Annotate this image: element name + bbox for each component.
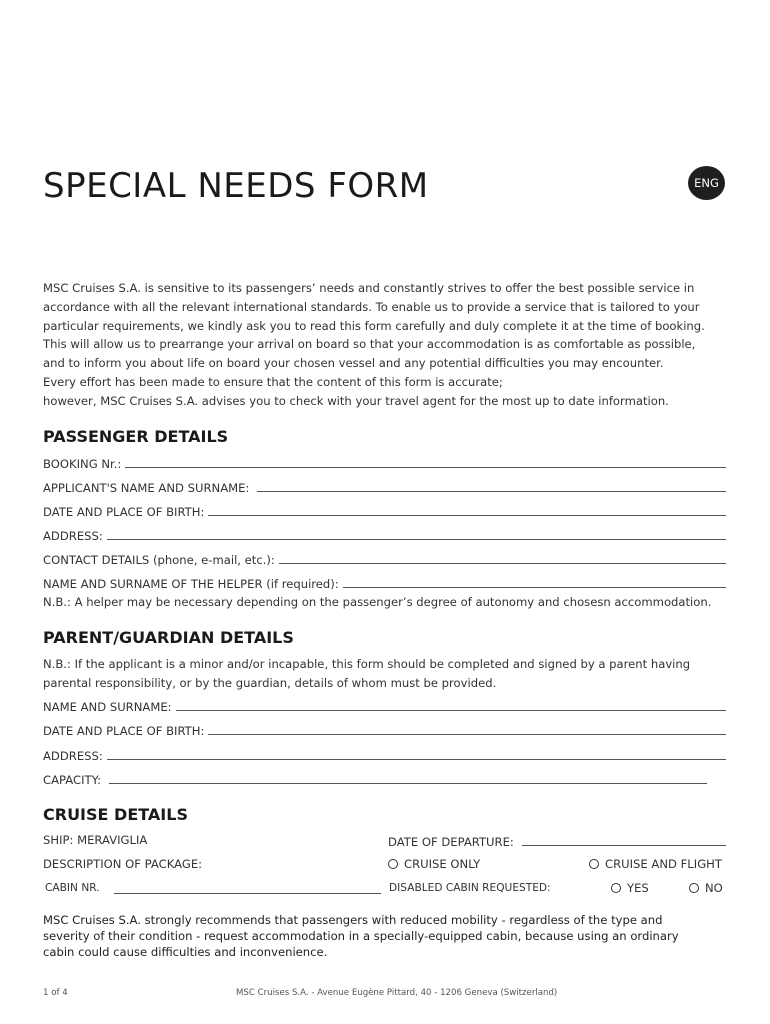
guardian-note: [43, 655, 727, 693]
applicant-name-line[interactable]: [257, 491, 726, 492]
footer-address: MSC Cruises S.A. - Avenue Eugène Pittard, 40 - 1206 Geneva (Switzerland): [236, 988, 558, 998]
cruise-details-heading: CRUISE DETAILS: [43, 805, 188, 824]
ship-field: [43, 833, 147, 847]
guardian-note-line: parental responsibility, or by the guardian, details of whom must be provided.: [43, 676, 497, 690]
intro-line: MSC Cruises S.A. is sensitive to its passengers’ needs and constantly strives to offer the best possible service in: [43, 281, 695, 295]
applicant-name-label: APPLICANT'S NAME AND SURNAME:: [43, 481, 250, 495]
recommendation-line: MSC Cruises S.A. strongly recommends that passengers with reduced mobility - regardless of the type and: [43, 913, 663, 927]
contact-details-label: CONTACT DETAILS (phone, e-mail, etc.):: [43, 553, 275, 567]
disabled-cabin-yes-option[interactable]: [611, 881, 649, 895]
helper-note: N.B.: A helper may be necessary depending on the passenger’s degree of autonomy and chosesn accommodation.: [43, 595, 712, 609]
language-badge[interactable]: ENG: [688, 166, 725, 200]
guardian-capacity-label: CAPACITY:: [43, 773, 102, 787]
guardian-birth-field[interactable]: [43, 722, 726, 738]
guardian-address-field[interactable]: [43, 747, 726, 763]
helper-name-label: NAME AND SURNAME OF THE HELPER (if required):: [43, 577, 339, 591]
intro-line: Every effort has been made to ensure that the content of this form is accurate;: [43, 374, 503, 389]
guardian-address-line[interactable]: [107, 759, 726, 760]
cruise-flight-radio[interactable]: [589, 859, 599, 869]
guardian-name-label: NAME AND SURNAME:: [43, 700, 172, 714]
intro-line: however, MSC Cruises S.A. advises you to check with your travel agent for the most up to date information.: [43, 393, 669, 408]
address-line[interactable]: [107, 539, 726, 540]
guardian-name-field[interactable]: [43, 698, 726, 714]
helper-name-field[interactable]: [43, 575, 726, 591]
departure-date-label: DATE OF DEPARTURE:: [388, 835, 514, 849]
cruise-flight-option[interactable]: [589, 857, 722, 871]
birth-line[interactable]: [208, 515, 726, 516]
applicant-name-field[interactable]: [43, 479, 726, 495]
disabled-cabin-no-radio[interactable]: [689, 883, 699, 893]
intro-line: and to inform you about life on board your chosen vessel and any potential difficulties you may encounter.: [43, 356, 664, 371]
departure-date-field[interactable]: [388, 833, 726, 849]
booking-number-line[interactable]: [125, 467, 726, 468]
passenger-details-heading: PASSENGER DETAILS: [43, 427, 229, 446]
birth-label: DATE AND PLACE OF BIRTH:: [43, 505, 205, 519]
intro-paragraph: [43, 279, 727, 411]
departure-date-line[interactable]: [522, 845, 726, 846]
helper-name-line[interactable]: [343, 587, 726, 588]
guardian-name-line[interactable]: [176, 710, 726, 711]
contact-details-field[interactable]: [43, 551, 726, 567]
cabin-number-line[interactable]: [114, 893, 381, 894]
guardian-capacity-field[interactable]: [43, 771, 707, 787]
disabled-cabin-no-option[interactable]: [689, 881, 723, 895]
cabin-number-label: CABIN NR.: [45, 882, 100, 894]
accessible-cabin-recommendation: [43, 912, 727, 961]
guardian-birth-line[interactable]: [208, 734, 726, 735]
ship-label: SHIP:: [43, 833, 74, 847]
guardian-note-line: N.B.: If the applicant is a minor and/or incapable, this form should be completed and signed by a parent having: [43, 657, 691, 671]
disabled-cabin-no-label: NO: [705, 881, 723, 895]
contact-details-line[interactable]: [279, 563, 726, 564]
guardian-capacity-line[interactable]: [109, 783, 707, 784]
guardian-address-label: ADDRESS:: [43, 749, 103, 763]
recommendation-line: cabin could cause difficulties and inconvenience.: [43, 945, 328, 960]
intro-line: particular requirements, we kindly ask you to read this form carefully and duly complete it at the time of booking.: [43, 318, 705, 333]
recommendation-line: severity of their condition - request accommodation in a specially-equipped cabin, because using an ordinary: [43, 929, 679, 944]
intro-line: accordance with all the relevant international standards. To enable us to provide a service that is tailored to your: [43, 299, 700, 314]
intro-line: This will allow us to prearrange your arrival on board so that your accommodation is as comfortable as possible,: [43, 337, 696, 352]
disabled-cabin-yes-label: YES: [627, 881, 649, 895]
disabled-cabin-label: DISABLED CABIN REQUESTED:: [389, 882, 551, 894]
ship-value: MERAVIGLIA: [77, 833, 148, 847]
page-title: SPECIAL NEEDS FORM: [43, 166, 429, 206]
birth-field[interactable]: [43, 503, 726, 519]
cruise-flight-label: CRUISE AND FLIGHT: [605, 857, 722, 871]
package-label: DESCRIPTION OF PACKAGE:: [43, 857, 203, 871]
booking-number-field[interactable]: [43, 455, 726, 471]
cruise-only-option[interactable]: [388, 857, 480, 871]
guardian-details-heading: PARENT/GUARDIAN DETAILS: [43, 628, 294, 647]
cruise-only-label: CRUISE ONLY: [404, 857, 481, 871]
booking-number-label: BOOKING Nr.:: [43, 457, 122, 471]
page-number: 1 of 4: [43, 988, 68, 998]
guardian-birth-label: DATE AND PLACE OF BIRTH:: [43, 724, 205, 738]
disabled-cabin-yes-radio[interactable]: [611, 883, 621, 893]
address-label: ADDRESS:: [43, 529, 103, 543]
address-field[interactable]: [43, 527, 726, 543]
cruise-only-radio[interactable]: [388, 859, 398, 869]
